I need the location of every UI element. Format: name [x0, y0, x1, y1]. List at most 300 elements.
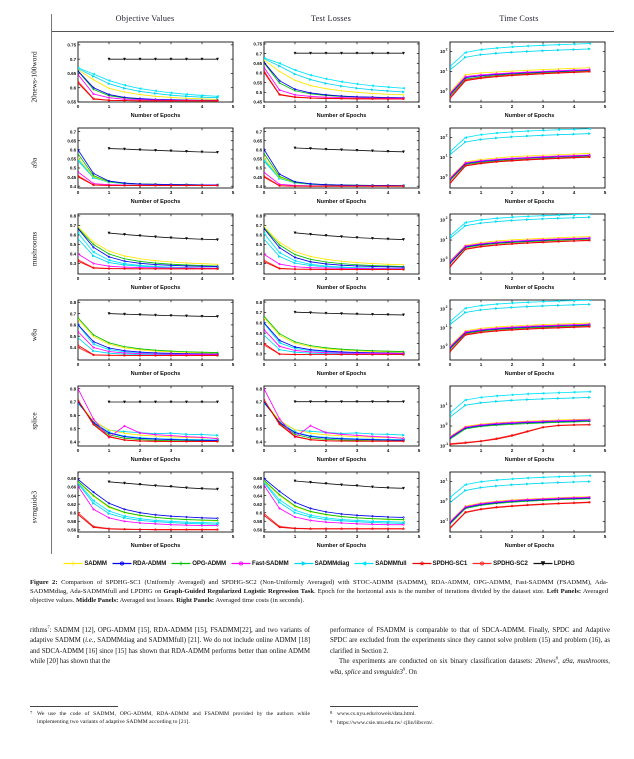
svg-text:0: 0	[445, 342, 448, 347]
footnote-9-number: 9	[330, 718, 333, 724]
svg-text:5: 5	[231, 448, 235, 454]
svg-text:3: 3	[355, 190, 359, 196]
svg-text:10: 10	[439, 479, 446, 485]
svg-text:5: 5	[231, 534, 235, 540]
legend-item-sadmm[interactable]	[63, 559, 107, 568]
svg-text:5: 5	[231, 276, 235, 282]
x-axis-label: Number of Epochs	[130, 457, 181, 463]
svg-text:1: 1	[293, 362, 297, 368]
svg-text:4: 4	[200, 276, 204, 282]
svg-text:1: 1	[479, 448, 483, 454]
body-column-left	[30, 626, 310, 668]
svg-text:3: 3	[355, 104, 359, 110]
svg-text:0: 0	[76, 104, 80, 110]
svg-text:5: 5	[417, 104, 421, 110]
svg-text:0.6: 0.6	[255, 320, 263, 326]
svg-text:0: 0	[445, 497, 448, 502]
caption-bold-4: Right Panels:	[176, 597, 215, 605]
svg-text:2: 2	[138, 190, 142, 196]
caption-label: Figure 2:	[30, 579, 58, 586]
footnote-8-number: 8	[330, 709, 333, 715]
legend-item-opg-admm[interactable]	[171, 559, 226, 568]
plot-area	[424, 208, 614, 290]
svg-text:0: 0	[445, 422, 448, 427]
svg-text:0.55: 0.55	[67, 99, 77, 105]
caption-text-3: Averaged objective values.	[30, 588, 608, 605]
svg-text:3: 3	[541, 190, 545, 196]
plot-w8a-objective-values[interactable]	[52, 294, 238, 376]
plot-splice-test-losses[interactable]	[238, 380, 424, 462]
svg-text:1: 1	[479, 534, 483, 540]
svg-text:0.7: 0.7	[255, 51, 263, 57]
svg-text:3: 3	[169, 534, 173, 540]
svg-text:4: 4	[200, 104, 204, 110]
plot-area	[424, 36, 614, 118]
plot-area	[52, 122, 238, 204]
svg-text:1: 1	[479, 190, 483, 196]
footnote-9	[330, 719, 610, 727]
plot-area	[238, 380, 424, 462]
svg-text:0: 0	[448, 276, 452, 282]
svg-text:0.64: 0.64	[253, 493, 263, 499]
footnote-7-number: 7	[30, 709, 33, 715]
svg-text:0.65: 0.65	[253, 138, 263, 144]
plot-20news-100word-test-losses[interactable]	[238, 36, 424, 118]
legend-label: SADMM	[84, 559, 107, 567]
svg-text:0.8: 0.8	[69, 299, 77, 305]
svg-text:3: 3	[355, 362, 359, 368]
svg-text:1: 1	[107, 448, 111, 454]
svg-text:10: 10	[439, 237, 446, 243]
svg-text:0.4: 0.4	[255, 251, 263, 257]
svg-text:10: 10	[439, 175, 446, 181]
svg-text:1: 1	[107, 362, 111, 368]
svg-text:0: 0	[448, 104, 452, 110]
svg-text:1: 1	[479, 104, 483, 110]
svg-text:3: 3	[169, 104, 173, 110]
svg-text:0.6: 0.6	[69, 322, 77, 328]
right-p2-and: and	[360, 668, 374, 676]
svg-text:10: 10	[439, 423, 446, 429]
plot-area	[238, 294, 424, 376]
svg-text:0: 0	[76, 534, 80, 540]
caption-bold-1: Graph-Guided Regularized Logistic Regression Task	[163, 588, 314, 596]
svg-text:0: 0	[448, 448, 452, 454]
legend-item-rda-admm[interactable]	[112, 559, 166, 568]
plot-a9a-objective-values[interactable]	[52, 122, 238, 204]
svg-text:4: 4	[572, 534, 576, 540]
svg-text:10: 10	[439, 499, 446, 505]
svg-text:4: 4	[572, 276, 576, 282]
svg-text:0.4: 0.4	[69, 345, 77, 351]
x-axis-label: Number of Epochs	[316, 285, 367, 291]
svg-text:1: 1	[293, 276, 297, 282]
plot-area	[238, 122, 424, 204]
plot-area	[52, 36, 238, 118]
svg-text:0: 0	[445, 173, 448, 178]
column-header-time-costs: Time Costs	[499, 14, 539, 23]
svg-text:4: 4	[572, 448, 576, 454]
row-label-text: a9a	[29, 157, 39, 169]
svg-text:1: 1	[293, 534, 297, 540]
svg-text:0.65: 0.65	[253, 60, 263, 66]
svg-text:1: 1	[293, 448, 297, 454]
svg-text:2: 2	[445, 47, 448, 52]
svg-text:3: 3	[541, 362, 545, 368]
svg-text:0.5: 0.5	[255, 242, 263, 248]
plot-svmguide3-objective-values[interactable]	[52, 466, 238, 548]
svg-text:-1: -1	[445, 442, 449, 447]
svg-text:1: 1	[445, 153, 448, 158]
column-header-objective-values: Objective Values	[115, 14, 175, 23]
svg-text:2: 2	[324, 448, 328, 454]
svg-text:2: 2	[138, 104, 142, 110]
svg-text:0: 0	[262, 534, 266, 540]
svg-text:0.6: 0.6	[255, 510, 263, 516]
svg-text:3: 3	[541, 276, 545, 282]
svg-text:4: 4	[200, 362, 204, 368]
svg-text:5: 5	[417, 448, 421, 454]
legend-label: RDA-ADMM	[132, 559, 167, 567]
row-label-svmguide3	[22, 464, 46, 550]
svg-text:2: 2	[510, 190, 514, 196]
svg-text:0.4: 0.4	[255, 439, 263, 445]
x-axis-label: Number of Epochs	[316, 371, 367, 377]
legend-swatch-circle-icon	[231, 559, 251, 568]
x-axis-label: Number of Epochs	[130, 543, 181, 549]
x-axis-label: Number of Epochs	[316, 113, 367, 119]
x-axis-label: Number of Epochs	[130, 285, 181, 291]
svg-text:0: 0	[76, 362, 80, 368]
svg-text:2: 2	[324, 534, 328, 540]
svg-text:4: 4	[572, 362, 576, 368]
svg-text:10: 10	[439, 69, 446, 75]
legend-item-spdhg-sc2[interactable]	[472, 559, 528, 568]
svg-text:10: 10	[439, 306, 446, 312]
legend-label: OPG-ADMM	[192, 559, 226, 567]
svg-text:2: 2	[138, 448, 142, 454]
x-axis-label: Number of Epochs	[504, 371, 555, 377]
svg-text:5: 5	[603, 190, 607, 196]
svg-text:10: 10	[439, 519, 446, 525]
svg-text:4: 4	[572, 104, 576, 110]
header-divider-rule	[52, 31, 614, 32]
plot-area	[424, 122, 614, 204]
svg-text:0.7: 0.7	[69, 56, 77, 62]
footnote-9-text: https://www.csie.ntu.edu.tw/ cjlin/libsvm/.	[337, 720, 434, 727]
svg-text:0: 0	[262, 362, 266, 368]
svg-text:5: 5	[417, 534, 421, 540]
plot-area	[52, 208, 238, 290]
caption-bold-2: Left Panels:	[546, 588, 582, 596]
figure-caption	[30, 578, 608, 606]
plot-20news-100word-objective-values[interactable]	[52, 36, 238, 118]
x-axis-label: Number of Epochs	[316, 457, 367, 463]
svg-text:0: 0	[76, 276, 80, 282]
svg-text:4: 4	[200, 190, 204, 196]
svg-text:0.6: 0.6	[255, 413, 263, 419]
plot-area	[52, 380, 238, 462]
x-axis-label: Number of Epochs	[504, 457, 555, 463]
svg-text:1: 1	[107, 534, 111, 540]
legend-swatch-circle-icon	[472, 559, 492, 568]
svg-text:1: 1	[293, 190, 297, 196]
svg-text:10: 10	[439, 344, 446, 350]
right-p2-end: . On	[405, 668, 417, 676]
svg-text:1: 1	[479, 362, 483, 368]
plot-splice-objective-values[interactable]	[52, 380, 238, 462]
right-paragraph-1: performance of FSADMM is comparable to that of SDCA-ADMM. Finally, SPDC and Adaptive SPDC are excluded from the experiments since they cannot solve problem (15) and problem (16), as clarified in Section 2.	[330, 627, 610, 655]
svg-text:10: 10	[439, 443, 446, 449]
svg-text:0.6: 0.6	[255, 147, 263, 153]
svg-text:0: 0	[262, 276, 266, 282]
legend-swatch-triangle-down-icon	[533, 559, 553, 568]
left-p1-part2: : SADMM [12], OPG-ADMM [15], RDA-ADMM [15], FSADMM[22], and two variants of adaptive SADMM (	[30, 627, 310, 645]
plot-splice-time-costs[interactable]	[424, 380, 614, 462]
svg-text:3: 3	[355, 534, 359, 540]
legend-label: LPDHG	[553, 559, 575, 567]
svg-text:0.62: 0.62	[67, 501, 77, 507]
svg-text:0: 0	[448, 362, 452, 368]
legend-swatch-circle-icon	[112, 559, 132, 568]
footnotes-left	[30, 706, 310, 727]
svg-text:2: 2	[138, 534, 142, 540]
figure-column-headers	[52, 14, 614, 32]
caption-text-5: Averaged time costs (in seconds).	[214, 597, 305, 605]
svg-text:0: 0	[262, 104, 266, 110]
svg-text:5: 5	[603, 534, 607, 540]
svg-text:0.45: 0.45	[67, 174, 77, 180]
svg-text:5: 5	[231, 190, 235, 196]
row-label-text: splice	[29, 412, 39, 430]
svg-text:5: 5	[417, 190, 421, 196]
svg-text:2: 2	[510, 276, 514, 282]
svg-text:5: 5	[603, 104, 607, 110]
svg-text:0.7: 0.7	[69, 129, 77, 135]
plot-area	[52, 466, 238, 548]
figure-row-mushrooms	[24, 206, 614, 292]
legend-swatch-triangle-left-icon	[354, 559, 374, 568]
svg-text:0.5: 0.5	[69, 426, 77, 432]
legend-item-fast-sadmm[interactable]	[231, 559, 289, 568]
svg-text:0.66: 0.66	[67, 484, 77, 490]
svg-text:0.45: 0.45	[253, 174, 263, 180]
svg-text:3: 3	[169, 190, 173, 196]
plot-a9a-time-costs[interactable]	[424, 122, 614, 204]
svg-text:0.58: 0.58	[253, 518, 263, 524]
svg-text:0.68: 0.68	[67, 476, 77, 482]
svg-text:0.4: 0.4	[69, 439, 77, 445]
legend-item-sadmmdiag[interactable]	[294, 559, 350, 568]
footnote-8-text: www.cs.nyu.edu/roweis/data.html.	[337, 711, 416, 717]
svg-text:2: 2	[324, 276, 328, 282]
plot-w8a-time-costs[interactable]	[424, 294, 614, 376]
svg-text:2: 2	[445, 216, 448, 221]
legend-swatch-star-icon	[412, 559, 432, 568]
plot-area	[238, 466, 424, 548]
row-label-mushrooms	[22, 206, 46, 292]
svg-text:0.62: 0.62	[253, 501, 263, 507]
column-header-test-losses: Test Losses	[310, 14, 352, 23]
plot-area	[52, 294, 238, 376]
svg-text:2: 2	[324, 104, 328, 110]
row-label-20news-100word	[22, 34, 46, 120]
svg-text:4: 4	[200, 534, 204, 540]
svg-text:0.56: 0.56	[253, 527, 263, 533]
svg-text:0.75: 0.75	[253, 41, 263, 47]
svg-text:3: 3	[169, 276, 173, 282]
figure-row-w8a	[24, 292, 614, 378]
x-axis-label: Number of Epochs	[504, 199, 555, 205]
x-axis-label: Number of Epochs	[504, 285, 555, 291]
svg-text:0.6: 0.6	[255, 70, 263, 76]
row-label-text: svmguide3	[29, 490, 39, 524]
svg-text:10: 10	[439, 89, 446, 95]
plot-grid	[24, 34, 614, 550]
plot-svmguide3-time-costs[interactable]	[424, 466, 614, 548]
svg-text:1: 1	[107, 190, 111, 196]
legend-item-lpdhg[interactable]	[533, 559, 575, 568]
svg-text:0.6: 0.6	[69, 147, 77, 153]
svg-text:0.5: 0.5	[69, 242, 77, 248]
svg-text:0.4: 0.4	[255, 341, 263, 347]
x-axis-label: Number of Epochs	[130, 199, 181, 205]
footnote-7-text: We use the code of SADMM, OPG-ADMM, RDA-ADMM and FSADMM provided by the authors while implementing two variants of adaptive SADMM according to [21].	[37, 711, 310, 726]
svg-text:3: 3	[169, 448, 173, 454]
svg-text:0: 0	[445, 256, 448, 261]
legend-item-sadmmfull[interactable]	[354, 559, 406, 568]
svg-text:0.56: 0.56	[67, 527, 77, 533]
svg-text:0.45: 0.45	[253, 99, 263, 105]
x-axis-label: Number of Epochs	[316, 199, 367, 205]
plot-20news-100word-time-costs[interactable]	[424, 36, 614, 118]
body-column-right	[330, 626, 610, 678]
legend-label: SPDHG-SC1	[432, 559, 468, 567]
left-p1-part1: rithms	[30, 627, 48, 634]
svg-text:0.65: 0.65	[67, 138, 77, 144]
x-axis-label: Number of Epochs	[504, 113, 555, 119]
svg-text:10: 10	[439, 257, 446, 263]
footnote-7	[30, 710, 310, 726]
svg-text:0.5: 0.5	[255, 165, 263, 171]
footnotes-right	[330, 706, 610, 728]
plot-area	[238, 36, 424, 118]
svg-text:0.4: 0.4	[69, 251, 77, 257]
row-label-text: w8a	[29, 328, 39, 342]
row-label-text: 20news-100word	[29, 51, 39, 103]
svg-text:5: 5	[231, 362, 235, 368]
svg-text:1: 1	[107, 276, 111, 282]
svg-text:0: 0	[262, 190, 266, 196]
svg-text:0.8: 0.8	[255, 386, 263, 392]
x-axis-label: Number of Epochs	[130, 113, 181, 119]
svg-text:10: 10	[439, 49, 446, 55]
svg-text:0.55: 0.55	[253, 156, 263, 162]
svg-text:0.7: 0.7	[69, 223, 77, 229]
legend-item-spdhg-sc1[interactable]	[412, 559, 468, 568]
svg-text:0.66: 0.66	[253, 484, 263, 490]
svg-text:0.5: 0.5	[69, 333, 77, 339]
plot-mushrooms-objective-values[interactable]	[52, 208, 238, 290]
svg-text:0: 0	[448, 534, 452, 540]
svg-text:0.7: 0.7	[255, 223, 263, 229]
svg-text:4: 4	[386, 448, 390, 454]
footnote-rule-right	[330, 706, 418, 707]
svg-text:3: 3	[355, 448, 359, 454]
svg-text:0: 0	[448, 190, 452, 196]
plot-w8a-test-losses[interactable]	[238, 294, 424, 376]
svg-text:2: 2	[138, 362, 142, 368]
plot-area	[424, 466, 614, 548]
x-axis-label: Number of Epochs	[316, 543, 367, 549]
svg-text:0.55: 0.55	[67, 156, 77, 162]
svg-text:0.64: 0.64	[67, 493, 77, 499]
svg-text:3: 3	[355, 276, 359, 282]
svg-text:0.3: 0.3	[255, 261, 263, 267]
row-label-w8a	[22, 292, 46, 378]
svg-text:0.5: 0.5	[69, 165, 77, 171]
svg-text:3: 3	[169, 362, 173, 368]
svg-text:1: 1	[445, 324, 448, 329]
legend-swatch-plus-icon	[63, 559, 83, 568]
svg-text:0.5: 0.5	[255, 426, 263, 432]
left-paragraph-1	[30, 626, 310, 668]
legend-label: SPDHG-SC2	[493, 559, 528, 567]
plot-area	[424, 380, 614, 462]
footnote-ref-7: 7	[47, 624, 50, 630]
left-p1-italic: i.e.,	[85, 637, 96, 645]
dataset-20news: 20news	[535, 658, 556, 666]
svg-text:1: 1	[107, 104, 111, 110]
caption-text-1: Comparison of SPDHG-SC1 (Uniformly Averaged) and SPDHG-SC2 (Non-Uniformly Averaged) with STOC-ADMM (SADMM), RDA-ADMM, OPG-ADMM, Fast-SADMM (FSADMM), Ada-SADMMdiag, Ada-SADMMfull and LPDHG on	[30, 579, 608, 596]
svg-text:0.7: 0.7	[69, 399, 77, 405]
svg-text:4: 4	[386, 190, 390, 196]
dataset-svmguide3: svmguide3	[373, 668, 403, 676]
svg-text:2: 2	[445, 133, 448, 138]
svg-text:3: 3	[541, 534, 545, 540]
svg-text:2: 2	[510, 534, 514, 540]
plot-a9a-test-losses[interactable]	[238, 122, 424, 204]
plot-mushrooms-test-losses[interactable]	[238, 208, 424, 290]
svg-text:10: 10	[439, 155, 446, 161]
svg-text:5: 5	[603, 276, 607, 282]
svg-text:10: 10	[439, 217, 446, 223]
plot-mushrooms-time-costs[interactable]	[424, 208, 614, 290]
svg-text:0.7: 0.7	[255, 399, 263, 405]
svg-text:0: 0	[76, 448, 80, 454]
svg-text:3: 3	[541, 104, 545, 110]
row-label-a9a	[22, 120, 46, 206]
svg-text:5: 5	[417, 276, 421, 282]
svg-text:5: 5	[603, 448, 607, 454]
svg-text:0.6: 0.6	[69, 510, 77, 516]
svg-text:10: 10	[439, 325, 446, 331]
svg-text:-1: -1	[445, 517, 449, 522]
svg-text:2: 2	[510, 448, 514, 454]
svg-text:0.8: 0.8	[255, 299, 263, 305]
svg-text:10: 10	[439, 135, 446, 141]
svg-text:0.6: 0.6	[69, 232, 77, 238]
svg-text:5: 5	[603, 362, 607, 368]
svg-text:4: 4	[200, 448, 204, 454]
figure-row-20news-100word	[24, 34, 614, 120]
svg-text:0.8: 0.8	[69, 213, 77, 219]
svg-text:1: 1	[445, 236, 448, 241]
svg-text:3: 3	[541, 448, 545, 454]
svg-text:0.6: 0.6	[69, 413, 77, 419]
plot-svmguide3-test-losses[interactable]	[238, 466, 424, 548]
svg-text:0.55: 0.55	[253, 80, 263, 86]
